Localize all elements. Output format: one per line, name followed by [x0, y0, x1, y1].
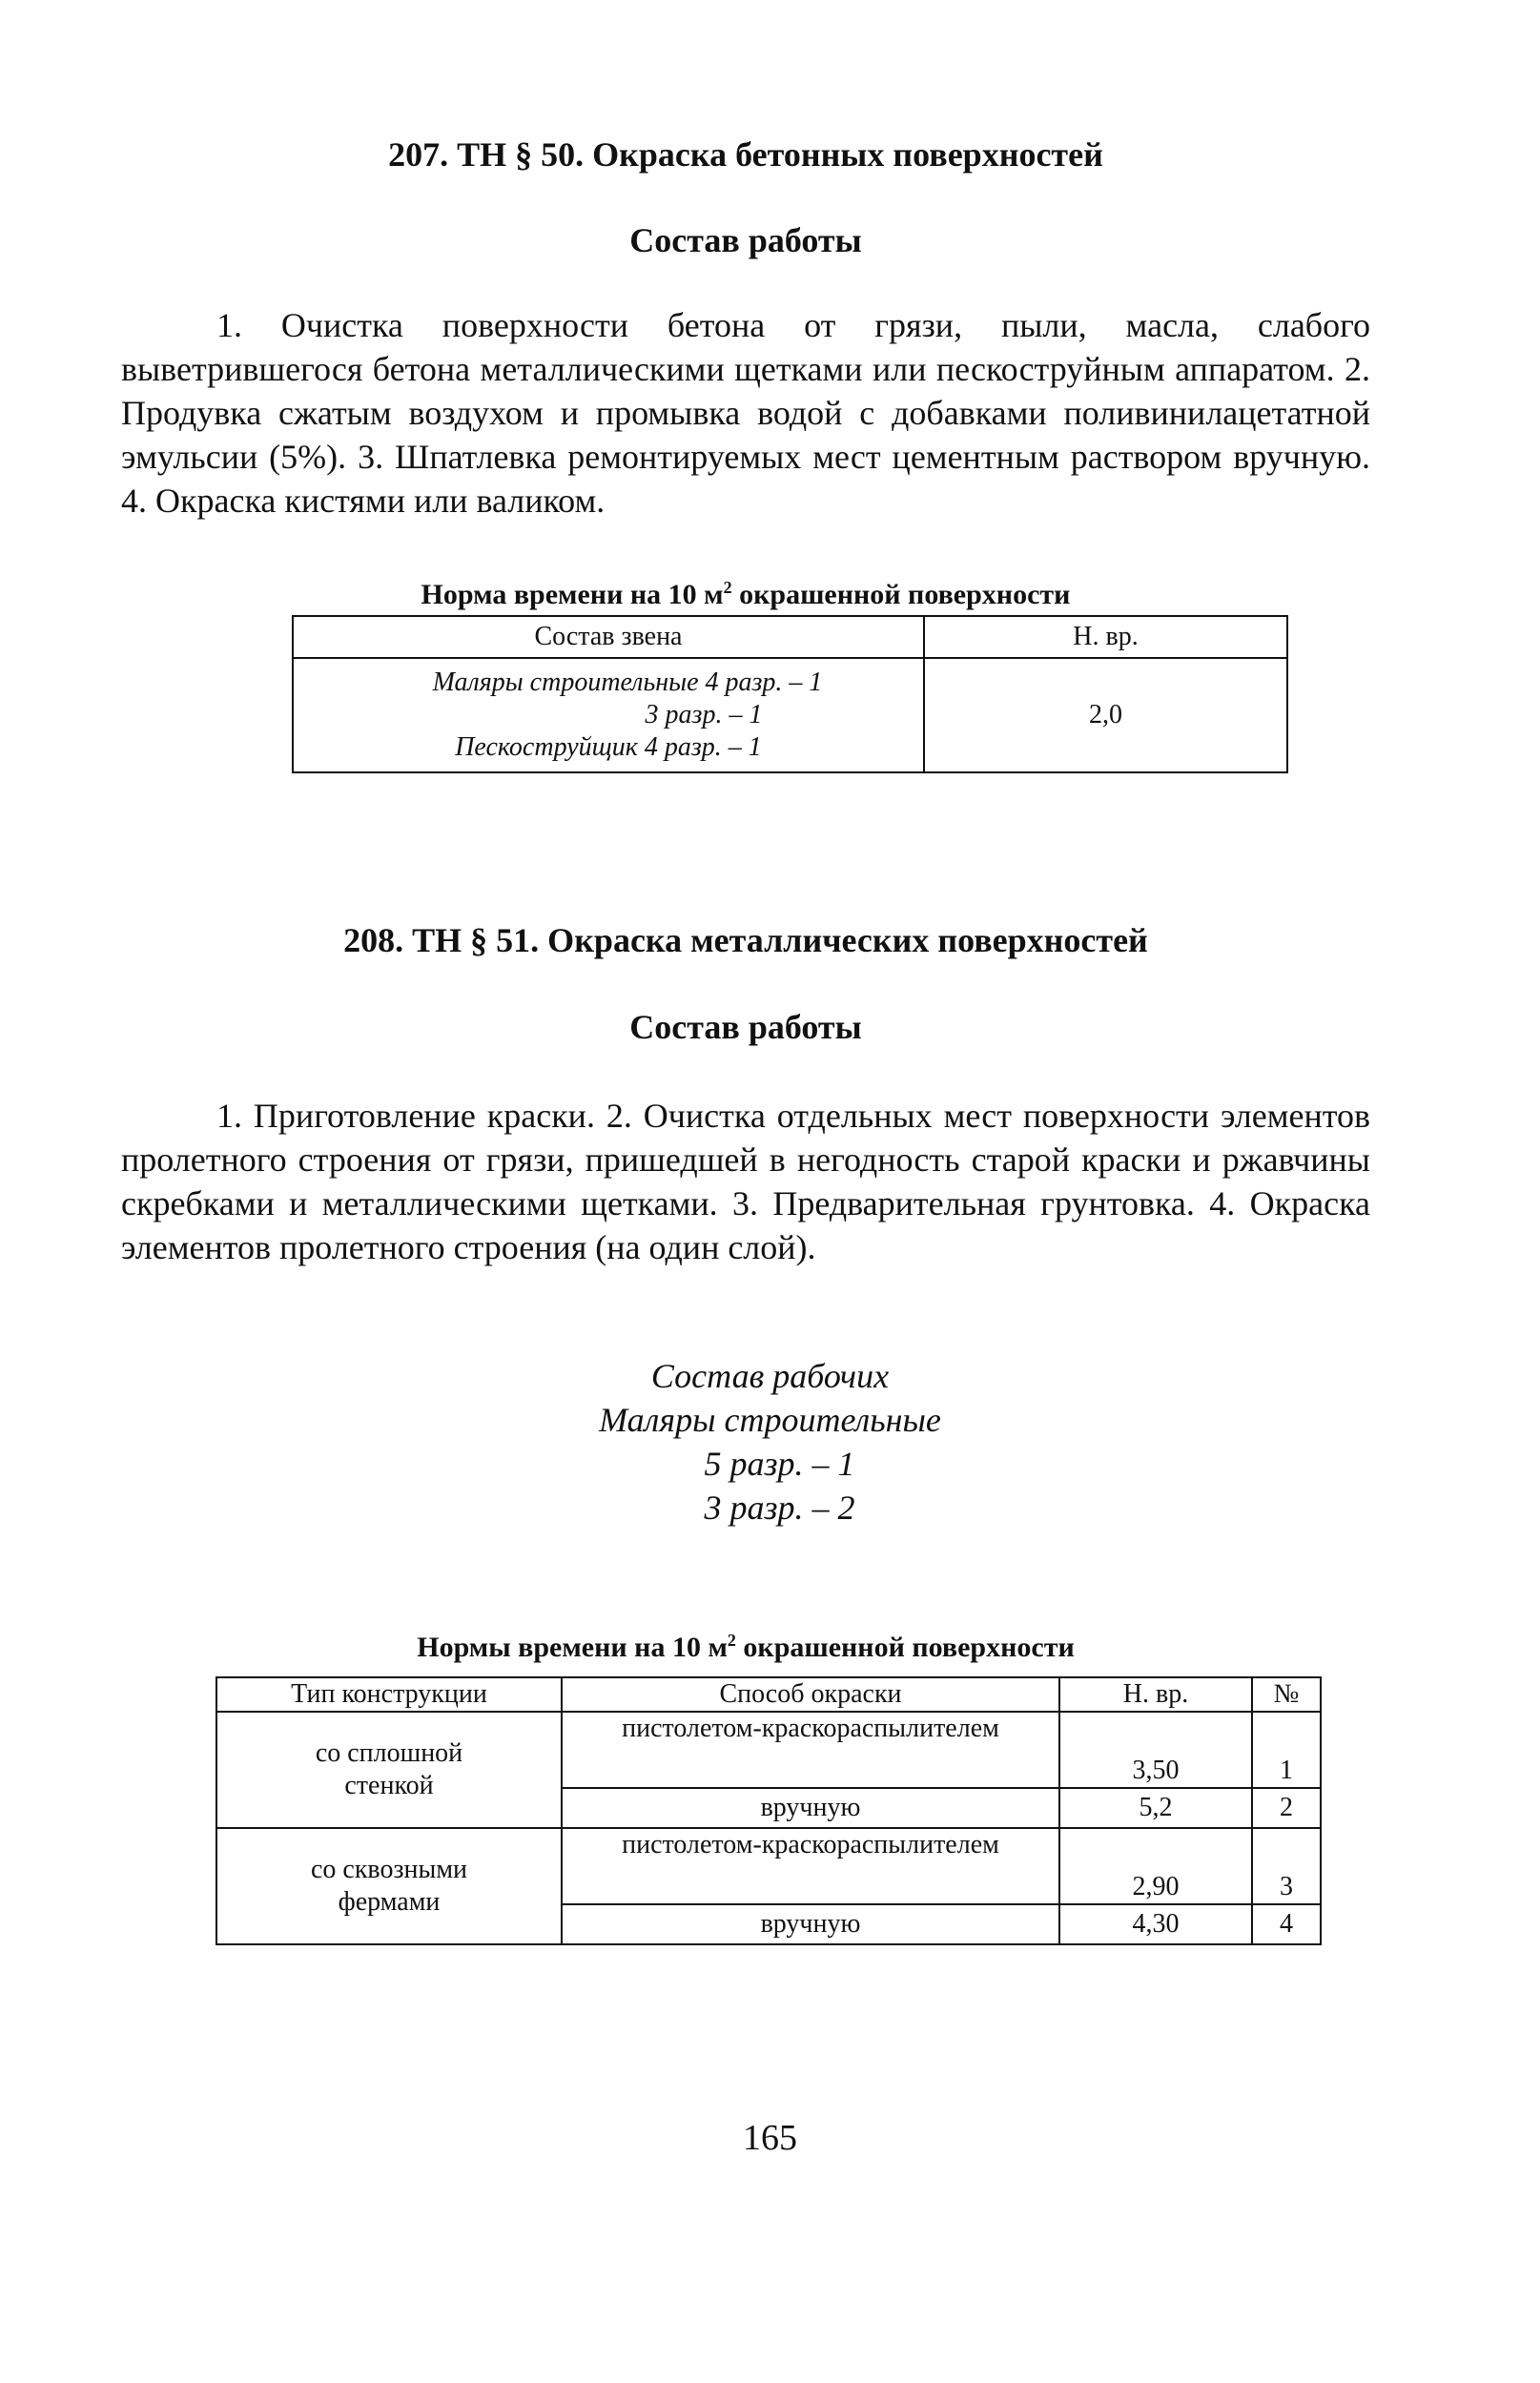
crew-cell [293, 658, 924, 772]
workers-title: Состав рабочих [650, 1357, 890, 1395]
construction-type-cell: со сквозными фермами [216, 1828, 562, 1944]
table-header-row [216, 1677, 1321, 1712]
section-208-table-title [121, 1623, 1370, 1665]
header-norm: Н. вр. [924, 616, 1287, 658]
norm-cell: 2,0 [924, 658, 1287, 772]
table-title-text-end: окрашенной поверхности [731, 579, 1071, 610]
table-row [216, 1712, 1321, 1788]
table-title-text: Норма времени на 10 м [421, 579, 724, 610]
crew-line: Маляры строительные 4 разр. – 1 [432, 668, 823, 697]
section-208-table-title-wrap [121, 1623, 1370, 1665]
table-row [216, 1828, 1321, 1904]
norm-cell: 4,30 [1059, 1904, 1252, 1944]
paint-method-cell: вручную [562, 1788, 1059, 1828]
number-cell: 2 [1252, 1788, 1321, 1828]
paint-method-cell: вручную [562, 1904, 1059, 1944]
table-title-text: Нормы времени на 10 м [417, 1632, 728, 1663]
section-208-heading: 208. ТН § 51. Окраска металлических поверхностей [343, 921, 1148, 959]
table-title-superscript: 2 [723, 578, 732, 597]
header-number: № [1252, 1677, 1321, 1712]
section-207-table-title-wrap [121, 570, 1370, 612]
table-header-row [293, 616, 1287, 658]
norm-cell: 5,2 [1059, 1788, 1252, 1828]
section-207-subheading-wrap [121, 219, 1370, 261]
norm-cell: 2,90 [1059, 1828, 1252, 1904]
number-cell: 4 [1252, 1904, 1321, 1944]
crew-line: Пескоструйщик 4 разр. – 1 [455, 732, 762, 762]
section-207-subheading: Состав работы [629, 221, 862, 259]
paint-method-cell: пистолетом-краскораспылителем [562, 1712, 1059, 1788]
section-208-text: 1. Приготовление краски. 2. Очистка отдельных мест поверхности элементов пролетного строения от грязи, пришедшей в негодность старой краски и ржавчины скребками и металлическими щетками. 3. Предварительная грунтовка. 4. Окраска элементов пролетного строения (на один слой). [121, 1097, 1370, 1266]
section-208 [121, 919, 1370, 961]
crew-line: 3 разр. – 1 [645, 700, 763, 729]
number-cell: 3 [1252, 1828, 1321, 1904]
workers-line: Маляры строительные [599, 1401, 941, 1439]
header-norm: Н. вр. [1059, 1677, 1252, 1712]
page-number: 165 [743, 2118, 797, 2158]
workers-line: 3 разр. – 2 [704, 1489, 855, 1527]
workers-line: 5 разр. – 1 [704, 1445, 855, 1483]
crew-time-norm-table [292, 615, 1288, 773]
header-construction-type: Тип конструкции [216, 1677, 562, 1712]
construction-type-cell: со сплошной стенкой [216, 1712, 562, 1828]
section-207-table-title [121, 570, 1370, 612]
header-paint-method: Способ окраски [562, 1677, 1059, 1712]
workers-composition [0, 1354, 1540, 1530]
section-207-text: 1. Очистка поверхности бетона от грязи, пыли, масла, слабого выветрившегося бетона металлическими щетками или пескоструйным аппаратом. 2. Продувка сжатым воздухом и промывка водой с добавками поливинилацетатной эмульсии (5%). 3. Шпатлевка ремонтируемых мест цементным раствором вручную. 4. Окраска кистями или валиком. [121, 306, 1370, 520]
section-208-subheading-wrap [121, 1006, 1370, 1048]
paint-time-norm-table [216, 1676, 1322, 1945]
table-title-superscript: 2 [727, 1631, 736, 1650]
header-crew: Состав звена [293, 616, 924, 658]
norm-cell: 3,50 [1059, 1712, 1252, 1788]
table-row [293, 658, 1287, 772]
paint-method-cell: пистолетом-краскораспылителем [562, 1828, 1059, 1904]
section-207-text-wrap [121, 303, 1370, 523]
section-207 [121, 134, 1370, 175]
number-cell: 1 [1252, 1712, 1321, 1788]
section-207-heading: 207. ТН § 50. Окраска бетонных поверхностей [388, 135, 1103, 174]
table-title-text-end: окрашенной поверхности [735, 1632, 1075, 1663]
section-208-text-wrap [121, 1094, 1370, 1269]
section-208-subheading: Состав работы [629, 1008, 862, 1046]
